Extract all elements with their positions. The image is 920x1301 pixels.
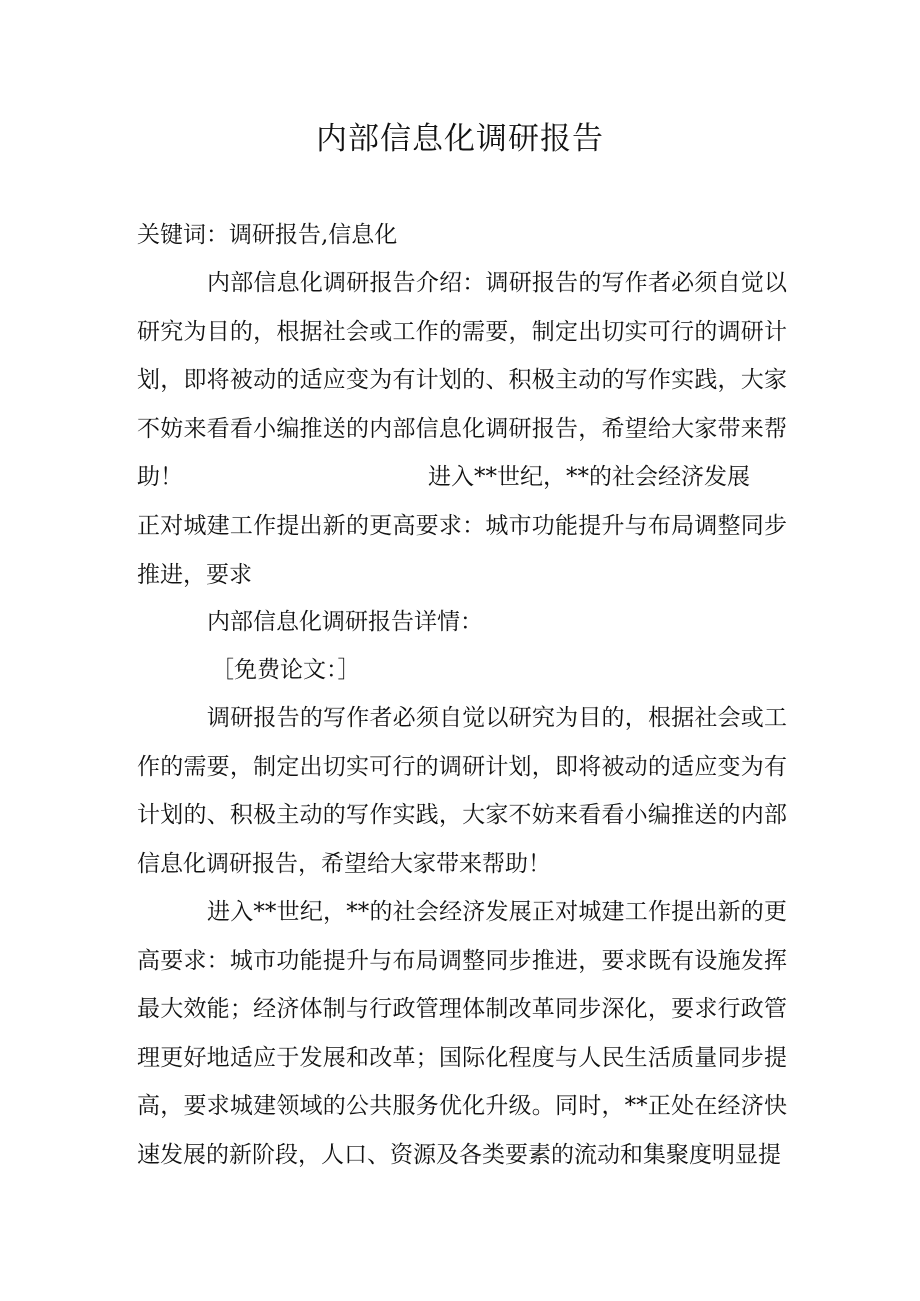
body-paragraph: 进入**世纪，**的社会经济发展正对城建工作提出新的更高要求：城市功能提升与布局调整同步推进，要求既有设施发挥最大效能；经济体制与行政管理体制改革同步深化，要求行政管理更好地适应于发展和改革；国际化程度与人民生活质量同步提高，要求城建领域的公共服务优化升级。同时，**正处在经济快速发展的新阶段，人口、资源及各类要素的流动和集聚度明显提 [137,899,787,1168]
details-heading: 内部信息化调研报告详情： [207,609,483,635]
keywords-value: 调研报告,信息化 [229,222,398,248]
intro-continuation-2: 正对城建工作提出新的更高要求：城市功能提升与布局调整同步推进，要求 [137,512,787,588]
keywords-label: 关键词： [137,222,229,248]
intro-continuation: 进入**世纪，**的社会经济发展 [428,464,750,491]
intro-paragraph [137,259,787,599]
intro-text: 内部信息化调研报告介绍：调研报告的写作者必须自觉以研究为目的，根据社会或工作的需要，制定出切实可行的调研计划，即将被动的适应变为有计划的、积极主动的写作实践，大家不妨来看看小编推送的内部信息化调研报告，希望给大家带来帮助！ [137,270,787,491]
body-paragraph: 调研报告的写作者必须自觉以研究为目的，根据社会或工作的需要，制定出切实可行的调研计划，即将被动的适应变为有计划的、积极主动的写作实践，大家不妨来看看小编推送的内部信息化调研报告，希望给大家带来帮助！ [137,705,787,877]
free-paper-note: ［免费论文：］ [211,657,361,683]
document-title: 内部信息化调研报告 [316,121,604,157]
keywords-line [137,211,787,260]
